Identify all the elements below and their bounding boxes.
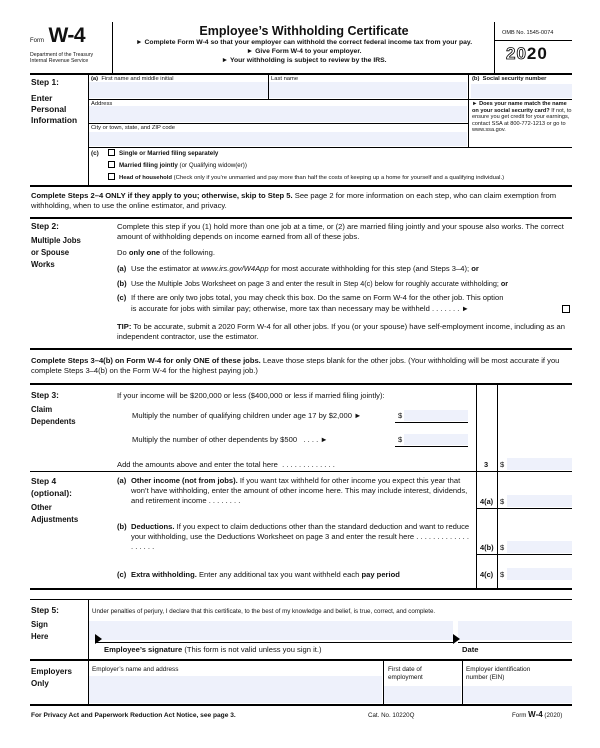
step2-option-c-letter: (c)	[117, 293, 127, 302]
step2-option-a-letter: (a)	[117, 264, 127, 273]
ssn-label: (b) Social security number	[472, 76, 547, 82]
qualifying-children-label: Multiply the number of qualifying children under age 17 by $2,000 ►	[132, 411, 362, 420]
step4c-extra-withholding-text: Extra withholding. Enter any additional tax you want withheld each pay period	[131, 570, 400, 579]
header-instruction-1: ► Complete Form W-4 so that your employer can withhold the correct federal income tax from your pay.	[135, 39, 473, 46]
line-3-number: 3	[484, 460, 489, 469]
status-hoh-option[interactable]: Head of household (Check only if you’re unmarried and pay more than half the costs of keeping up a home for yourself and a qualifying individual.)	[108, 173, 504, 182]
signature-label: Employee’s signature (This form is not valid unless you sign it.)	[104, 645, 322, 654]
first-date-input[interactable]	[384, 686, 461, 703]
step3-subtitle-1: Claim	[31, 405, 53, 414]
step4-subtitle-2: Adjustments	[31, 515, 79, 524]
city-label: City or town, state, and ZIP code	[91, 125, 175, 131]
others-dollar: $	[398, 435, 403, 444]
deductions-input[interactable]	[507, 541, 572, 553]
children-dollar: $	[398, 411, 403, 420]
form-id-block	[30, 24, 112, 65]
others-amount-input[interactable]	[404, 434, 468, 445]
step1-subtitle-1: Enter	[31, 93, 53, 103]
mfj-checkbox[interactable]	[108, 161, 115, 168]
ein-input[interactable]	[463, 686, 572, 703]
status-single-option[interactable]: Single or Married filing separately	[108, 149, 218, 157]
department-text	[30, 52, 112, 65]
children-amount-input[interactable]	[404, 410, 468, 421]
step2-option-c-line-2: is accurate for jobs with similar pay; otherwise, more tax than necessary may be withheld . . . . . . . ►	[131, 304, 470, 313]
step1-title: Step 1:	[31, 77, 59, 87]
first-name-label: (a) First name and middle initial	[91, 76, 174, 82]
step2-subtitle-3: Works	[31, 260, 55, 269]
4c-dollar: $	[500, 570, 505, 579]
step2-option-b: Use the Multiple Jobs Worksheet on page 3 and enter the result in Step 4(c) below for roughly accurate withholding; or	[131, 279, 509, 288]
step4-title: Step 4	[31, 476, 57, 486]
estimator-link[interactable]: www.irs.gov/W4App	[201, 264, 269, 273]
single-checkbox[interactable]	[108, 149, 115, 156]
status-mfj-option[interactable]: Married filing jointly (or Qualifying widow(er))	[108, 161, 247, 169]
year-hollow: 20	[506, 44, 527, 63]
header-instruction-3: ► Your withholding is subject to review by the IRS.	[221, 57, 387, 64]
two-jobs-checkbox[interactable]	[562, 305, 570, 313]
step4a-other-income-text: Other income (not from jobs). If you want tax withheld for other income you expect this year that won’t have withholding, enter the amount of other income here. This may include interest, dividends, and retirement income . . . . . . . .	[131, 476, 468, 506]
address-input[interactable]	[89, 106, 467, 122]
step2-description: Complete this step if you (1) hold more than one job at a time, or (2) are married filing jointly and your spouse also works. The correct amount of withholding depends on income earned from all of these jobs.	[117, 222, 564, 242]
steps-3-4-instructions: Complete Steps 3–4(b) on Form W-4 for only ONE of these jobs. Leave those steps blank for the other jobs. (Your withholding will be most accurate if you complete Steps 3–4(b) on the Form W-4 for the highest paying job.)	[31, 356, 560, 376]
other-income-input[interactable]	[507, 495, 572, 507]
step4-subtitle-1: Other	[31, 503, 52, 512]
filing-status-letter: (c)	[91, 150, 99, 157]
omb-number: OMB No. 1545-0074	[494, 24, 572, 41]
tax-year	[494, 41, 572, 64]
first-name-input[interactable]	[89, 82, 467, 98]
step4a-letter: (a)	[117, 476, 127, 485]
first-date-label: First date of employment	[388, 666, 423, 681]
employer-name-input[interactable]	[89, 676, 382, 703]
step3-income-condition: If your income will be $200,000 or less ($400,000 or less if married filing jointly):	[117, 391, 385, 400]
employer-name-label: Employer’s name and address	[92, 666, 179, 673]
step2-subtitle-2: or Spouse	[31, 248, 70, 257]
step2-subtitle-1: Multiple Jobs	[31, 236, 81, 245]
step1-subtitle-3: Information	[31, 115, 78, 125]
step4-subtitle-0: (optional):	[31, 488, 72, 498]
address-label: Address	[91, 101, 113, 107]
steps-2-4-instructions: Complete Steps 2–4 ONLY if they apply to you; otherwise, skip to Step 5. See page 2 for more information on each step, who can claim exemption from withholding, when to use the online estimator, and privacy.	[31, 191, 557, 211]
hoh-checkbox[interactable]	[108, 173, 115, 180]
step3-subtitle-2: Dependents	[31, 417, 76, 426]
header-instruction-2: ► Give Form W-4 to your employer.	[246, 48, 362, 55]
form-number: W-4	[48, 24, 86, 47]
omb-year-block	[494, 24, 572, 64]
step5-subtitle-2: Here	[31, 632, 49, 641]
step2-option-c-line-1: If there are only two jobs total, you may check this box. Do the same on Form W-4 for the other job. This option	[131, 293, 504, 302]
step1-subtitle-2: Personal	[31, 104, 67, 114]
extra-withholding-input[interactable]	[507, 568, 572, 580]
form-title: Employee’s Withholding Certificate	[199, 24, 409, 38]
dependents-total-input[interactable]	[507, 458, 572, 470]
dept-line-1: Department of the Treasury	[30, 52, 94, 58]
step5-title: Step 5:	[31, 605, 59, 615]
date-input[interactable]	[458, 621, 572, 640]
perjury-statement: Under penalties of perjury, I declare that this certificate, to the best of my knowledge and belief, is true, correct, and complete.	[92, 608, 436, 615]
footer-form-id: Form W-4 (2020)	[512, 710, 563, 719]
ssn-name-note: ► Does your name match the name on your social security card? If not, to ensure you get credit for your earnings, contact SSA at 800-772-1213 or go to www.ssa.gov.	[472, 101, 572, 134]
city-input[interactable]	[89, 132, 467, 146]
dept-line-2: Internal Revenue Service	[30, 58, 89, 65]
employers-title-2: Only	[31, 679, 49, 688]
year-solid: 20	[526, 44, 548, 63]
last-name-label: Last name	[271, 76, 299, 82]
employers-title-1: Employers	[31, 667, 72, 676]
step2-title: Step 2:	[31, 221, 59, 231]
signature-input[interactable]	[89, 621, 453, 640]
form-title-block	[114, 24, 494, 65]
step2-option-b-letter: (b)	[117, 279, 127, 288]
4a-dollar: $	[500, 497, 505, 506]
line-4c-number: 4(c)	[480, 570, 494, 579]
other-dependents-label: Multiply the number of other dependents by $500 . . . . ►	[132, 435, 328, 444]
step3-title: Step 3:	[31, 390, 59, 400]
line-4b-number: 4(b)	[480, 543, 494, 552]
step2-tip: TIP: To be accurate, submit a 2020 Form W-4 for all other jobs. If you (or your spouse) have self-employment income, including as an independent contractor, use the estimator.	[117, 322, 565, 342]
step2-option-a: Use the estimator at www.irs.gov/W4App for most accurate withholding for this step (and Steps 3–4); or	[131, 264, 479, 273]
total-dollar: $	[500, 460, 505, 469]
step4b-deductions-text: Deductions. If you expect to claim deductions other than the standard deduction and want to reduce your withholding, use the Deductions Worksheet on page 3 and enter the result here . . . . . . . . . . . . . . . . . . .	[131, 522, 470, 552]
dependents-total-label: Add the amounts above and enter the total here . . . . . . . . . . . . .	[117, 460, 335, 469]
step2-do-only-one: Do only one of the following.	[117, 248, 215, 257]
4b-dollar: $	[500, 543, 505, 552]
date-label: Date	[462, 645, 479, 654]
privacy-notice: For Privacy Act and Paperwork Reduction Act Notice, see page 3.	[31, 712, 236, 719]
step4c-letter: (c)	[117, 570, 127, 579]
catalog-number: Cat. No. 10220Q	[368, 712, 415, 719]
ein-label: Employer identification number (EIN)	[466, 666, 531, 681]
form-label: Form	[30, 38, 44, 44]
date-arrow-icon	[453, 634, 460, 644]
step5-subtitle-1: Sign	[31, 620, 48, 629]
line-4a-number: 4(a)	[480, 497, 494, 506]
step4b-letter: (b)	[117, 522, 127, 531]
ssn-input[interactable]	[471, 84, 572, 98]
